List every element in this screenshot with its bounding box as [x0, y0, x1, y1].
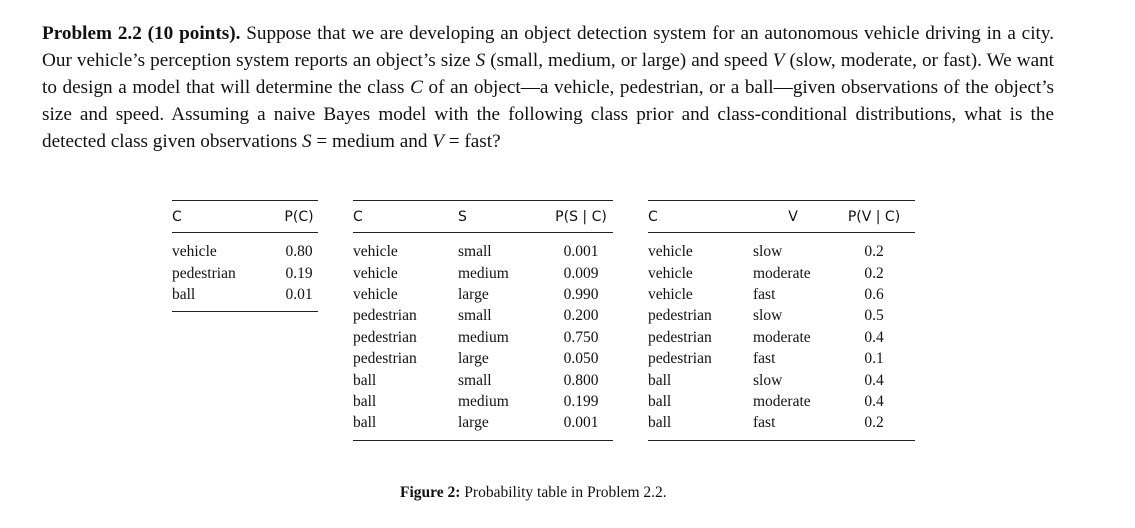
table-cell: vehicle: [648, 264, 693, 282]
problem-text-5: = medium and: [311, 131, 433, 152]
table-cell: pedestrian: [648, 328, 712, 346]
table-row: [648, 391, 915, 412]
var-s-2: S: [302, 131, 312, 152]
table-cell: ball: [648, 392, 672, 410]
table-header-row: [172, 201, 318, 233]
table-row: [648, 233, 915, 263]
table-cell: 0.009: [563, 264, 599, 282]
table-cell: moderate: [753, 328, 811, 346]
table-cell: medium: [458, 392, 509, 410]
table-cell: pedestrian: [172, 264, 236, 282]
table-row: [353, 262, 613, 283]
table-cell: 0.6: [864, 285, 884, 303]
table-cell: 0.2: [864, 414, 884, 432]
table-row: [353, 412, 613, 440]
table-row: [172, 262, 318, 283]
header-cell: C: [353, 208, 363, 225]
table-cell: small: [458, 371, 492, 389]
table-cell: 0.4: [864, 328, 884, 346]
table-cell: 0.800: [563, 371, 599, 389]
table-cell: 0.001: [563, 243, 599, 261]
problem-title: Problem 2.2 (10 points).: [42, 23, 241, 44]
table-cell: large: [458, 350, 489, 368]
table-row: [172, 233, 318, 263]
table-cell: small: [458, 307, 492, 325]
table-cell: ball: [353, 414, 377, 432]
table-cell: vehicle: [353, 243, 398, 261]
header-cell: P(S | C): [555, 208, 607, 225]
table-cell: 0.199: [563, 392, 599, 410]
table-row: [648, 369, 915, 390]
problem-text-6: = fast?: [443, 131, 501, 152]
header-cell: P(V | C): [847, 208, 901, 225]
table-cell: 0.2: [864, 243, 884, 261]
table-cell: pedestrian: [353, 307, 417, 325]
var-v: V: [772, 50, 785, 71]
header-cell: C: [648, 208, 658, 225]
var-s: S: [475, 50, 486, 71]
table-cell: 0.19: [285, 264, 313, 282]
table-row: [353, 369, 613, 390]
table-cell: ball: [353, 392, 377, 410]
problem-text-2: (small, medium, or large) and speed: [485, 50, 773, 71]
table-cell: vehicle: [172, 243, 217, 261]
problem-text-3: (slow, moderate, or fast). We want to design a model that will determine the class: [42, 50, 1055, 98]
table-cell: 0.200: [563, 307, 599, 325]
table-row: [648, 327, 915, 348]
table-cell: moderate: [753, 392, 811, 410]
table-row: [648, 305, 915, 326]
table-cell: 0.4: [864, 392, 884, 410]
table-row: [353, 348, 613, 369]
table-cell: pedestrian: [353, 328, 417, 346]
table-cell: vehicle: [353, 285, 398, 303]
problem-statement: [42, 20, 1054, 155]
table-cell: fast: [753, 285, 776, 303]
speed-likelihood-table: [648, 200, 915, 441]
figure-caption: [400, 484, 667, 502]
problem-text-4: of an object—a vehicle, pedestrian, or a ball—given observations of the object’s size and speed. Assuming a naive Bayes model with the following class prior and class-conditional distributions, what is the detected class given observations: [42, 77, 1054, 152]
table-row: [353, 233, 613, 263]
figure-label: Figure 2:: [400, 484, 461, 501]
table-cell: 0.80: [285, 243, 313, 261]
table-cell: slow: [753, 243, 783, 261]
table-cell: vehicle: [648, 243, 693, 261]
table-cell: medium: [458, 328, 509, 346]
var-v-2: V: [432, 131, 444, 152]
table-cell: 0.001: [563, 414, 599, 432]
header-cell: C: [172, 208, 182, 225]
table-header-row: [353, 201, 613, 233]
table-row: [353, 391, 613, 412]
table-cell: slow: [753, 371, 783, 389]
table-cell: 0.5: [864, 307, 884, 325]
table-cell: 0.1: [864, 350, 884, 368]
header-cell: V: [788, 208, 798, 225]
table-cell: fast: [753, 414, 776, 432]
table-cell: ball: [353, 371, 377, 389]
table-cell: fast: [753, 350, 776, 368]
table-cell: moderate: [753, 264, 811, 282]
table-cell: 0.750: [563, 328, 599, 346]
table-cell: ball: [648, 371, 672, 389]
table-cell: large: [458, 285, 489, 303]
table-header-row: [648, 201, 915, 233]
table-cell: 0.4: [864, 371, 884, 389]
table-row: [648, 284, 915, 305]
table-cell: vehicle: [353, 264, 398, 282]
table-cell: large: [458, 414, 489, 432]
table-cell: ball: [172, 285, 196, 303]
table-cell: vehicle: [648, 285, 693, 303]
size-likelihood-table: [353, 200, 613, 441]
table-row: [172, 284, 318, 312]
header-cell: P(C): [284, 208, 314, 225]
table-cell: 0.050: [563, 350, 599, 368]
table-cell: 0.990: [563, 285, 599, 303]
table-cell: 0.01: [285, 285, 313, 303]
table-row: [353, 284, 613, 305]
table-cell: ball: [648, 414, 672, 432]
prior-table: [172, 200, 318, 312]
table-row: [648, 262, 915, 283]
table-row: [353, 327, 613, 348]
table-cell: pedestrian: [648, 350, 712, 368]
table-cell: small: [458, 243, 492, 261]
table-cell: pedestrian: [648, 307, 712, 325]
table-cell: pedestrian: [353, 350, 417, 368]
table-cell: 0.2: [864, 264, 884, 282]
table-row: [648, 412, 915, 440]
figure-caption-text: Probability table in Problem 2.2.: [460, 484, 667, 501]
table-cell: slow: [753, 307, 783, 325]
header-cell: S: [458, 208, 467, 225]
problem-text-1: Suppose that we are developing an object detection system for an autonomous vehicle driving in a city. Our vehicle’s perception system reports an object’s size: [42, 23, 1055, 71]
table-cell: medium: [458, 264, 509, 282]
table-row: [648, 348, 915, 369]
var-c: C: [410, 77, 423, 98]
table-row: [353, 305, 613, 326]
